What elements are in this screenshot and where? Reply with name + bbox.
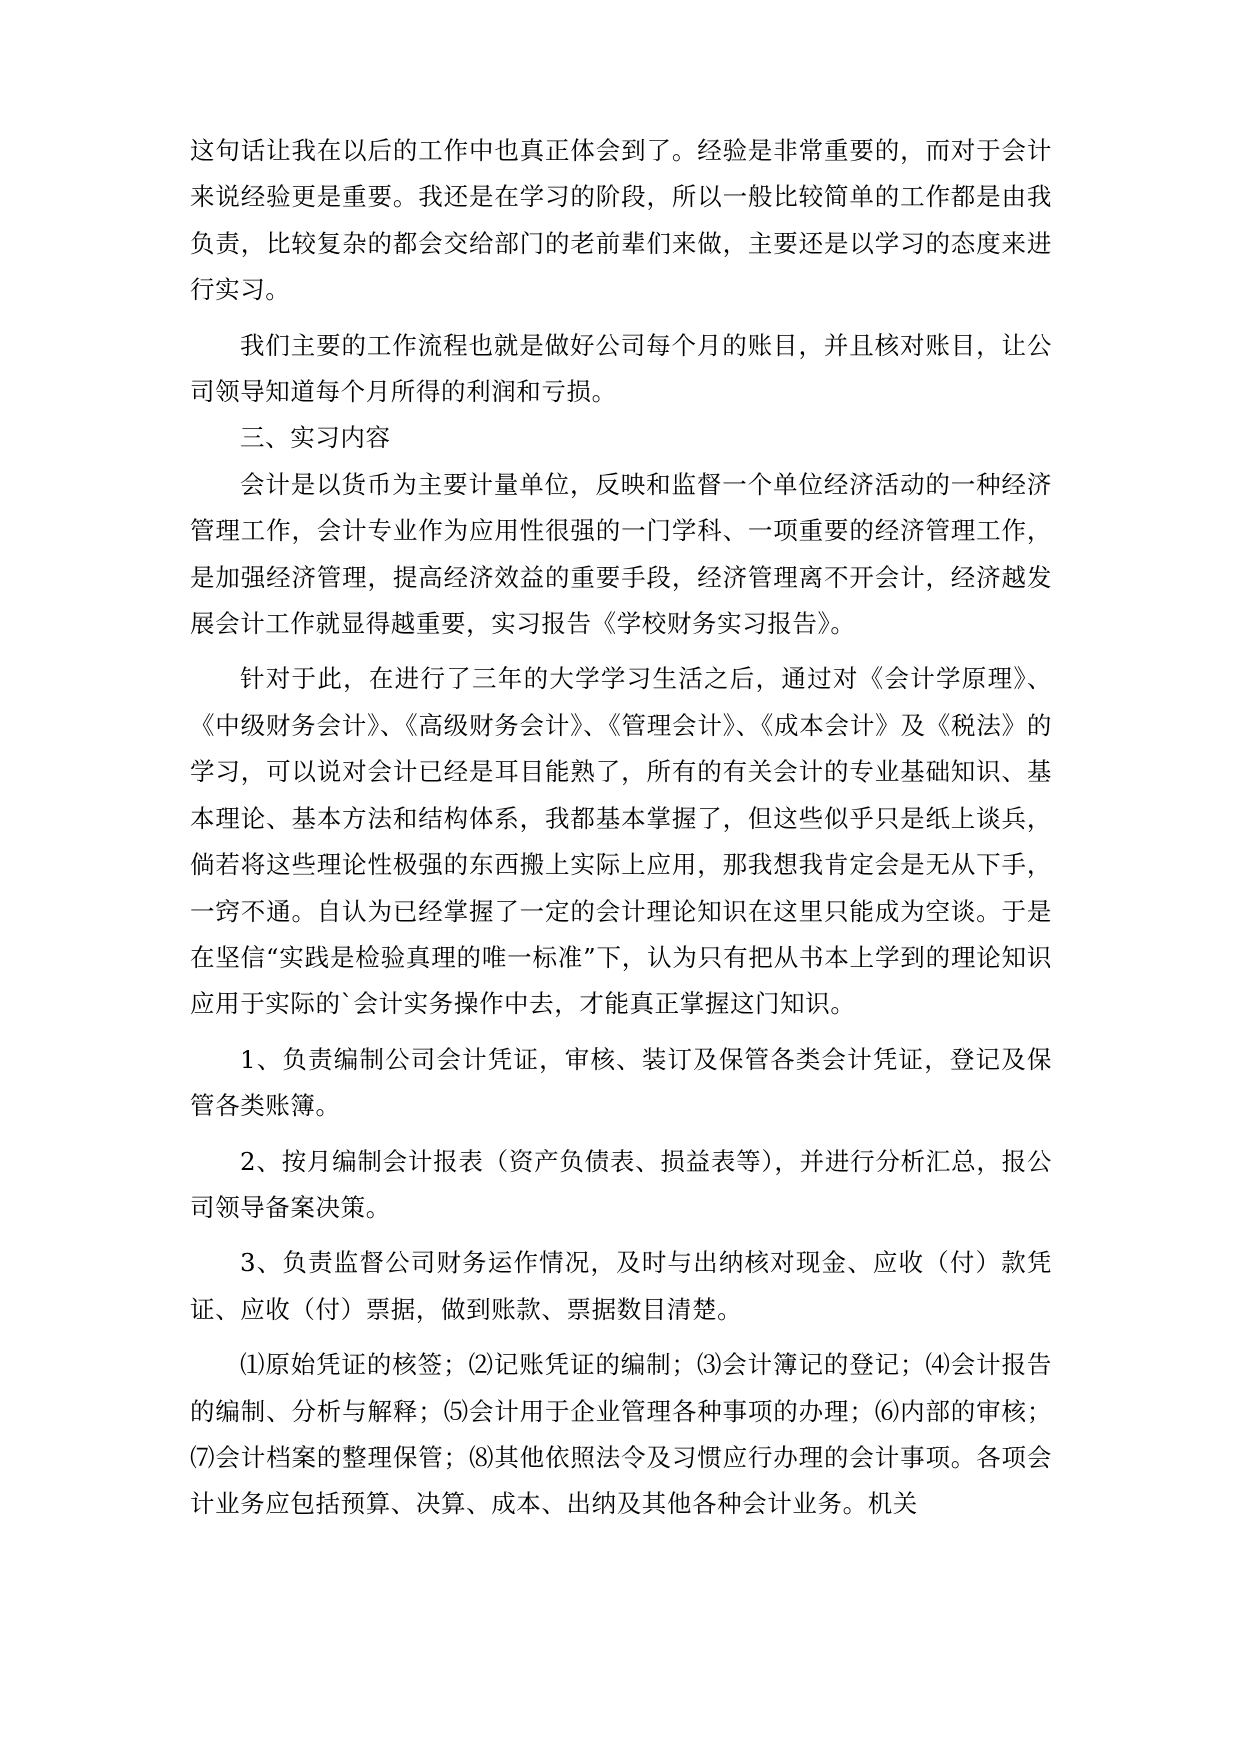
list-item-duty-3: 3、负责监督公司财务运作情况，及时与出纳核对现金、应收（付）款凭证、应收（付）票据，做到账款、票据数目清楚。 bbox=[190, 1248, 1052, 1324]
document-body bbox=[190, 128, 1052, 1528]
paragraph-study-background: 针对于此，在进行了三年的大学学习生活之后，通过对《会计学原理》、《中级财务会计》、《高级财务会计》、《管理会计》、《成本会计》及《税法》的学习，可以说对会计已经是耳目能熟了，所有的有关会计的专业基础知识、基本理论、基本方法和结构体系，我都基本掌握了，但这些似乎只是纸上谈兵，倘若将这些理论性极强的东西搬上实际上应用，那我想我肯定会是无从下手，一窍不通。自认为已经掌握了一定的会计理论知识在这里只能成为空谈。于是在坚信“实践是检验真理的唯一标准”下，认为只有把从书本上学到的理论知识应用于实际的`会计实务操作中去，才能真正掌握这门知识。 bbox=[190, 664, 1052, 1019]
paragraph-workflow: 我们主要的工作流程也就是做好公司每个月的账目，并且核对账目，让公司领导知道每个月所得的利润和亏损。 bbox=[190, 330, 1052, 407]
paragraph-accounting-tasks: ⑴原始凭证的核签；⑵记账凭证的编制；⑶会计簿记的登记；⑷会计报告的编制、分析与解释；⑸会计用于企业管理各种事项的办理；⑹内部的审核；⑺会计档案的整理保管；⑻其他依照法令及习惯应行办理的会计事项。各项会计业务应包括预算、决算、成本、出纳及其他各种会计业务。机关 bbox=[190, 1350, 1052, 1519]
paragraph-accounting-definition: 会计是以货币为主要计量单位，反映和监督一个单位经济活动的一种经济管理工作，会计专业作为应用性很强的一门学科、一项重要的经济管理工作，是加强经济管理，提高经济效益的重要手段，经济管理离不开会计，经济越发展会计工作就显得越重要，实习报告《学校财务实习报告》。 bbox=[190, 469, 1052, 639]
list-item-duty-2: 2、按月编制会计报表（资产负债表、损益表等），并进行分析汇总，报公司领导备案决策。 bbox=[190, 1146, 1052, 1222]
section-heading-internship-content: 三、实习内容 bbox=[240, 423, 391, 453]
paragraph-continuation: 这句话让我在以后的工作中也真正体会到了。经验是非常重要的，而对于会计来说经验更是重要。我还是在学习的阶段，所以一般比较简单的工作都是由我负责，比较复杂的都会交给部门的老前辈们来做，主要还是以学习的态度来进行实习。 bbox=[190, 136, 1052, 305]
list-item-duty-1: 1、负责编制公司会计凭证，审核、装订及保管各类会计凭证，登记及保管各类账簿。 bbox=[190, 1044, 1052, 1121]
